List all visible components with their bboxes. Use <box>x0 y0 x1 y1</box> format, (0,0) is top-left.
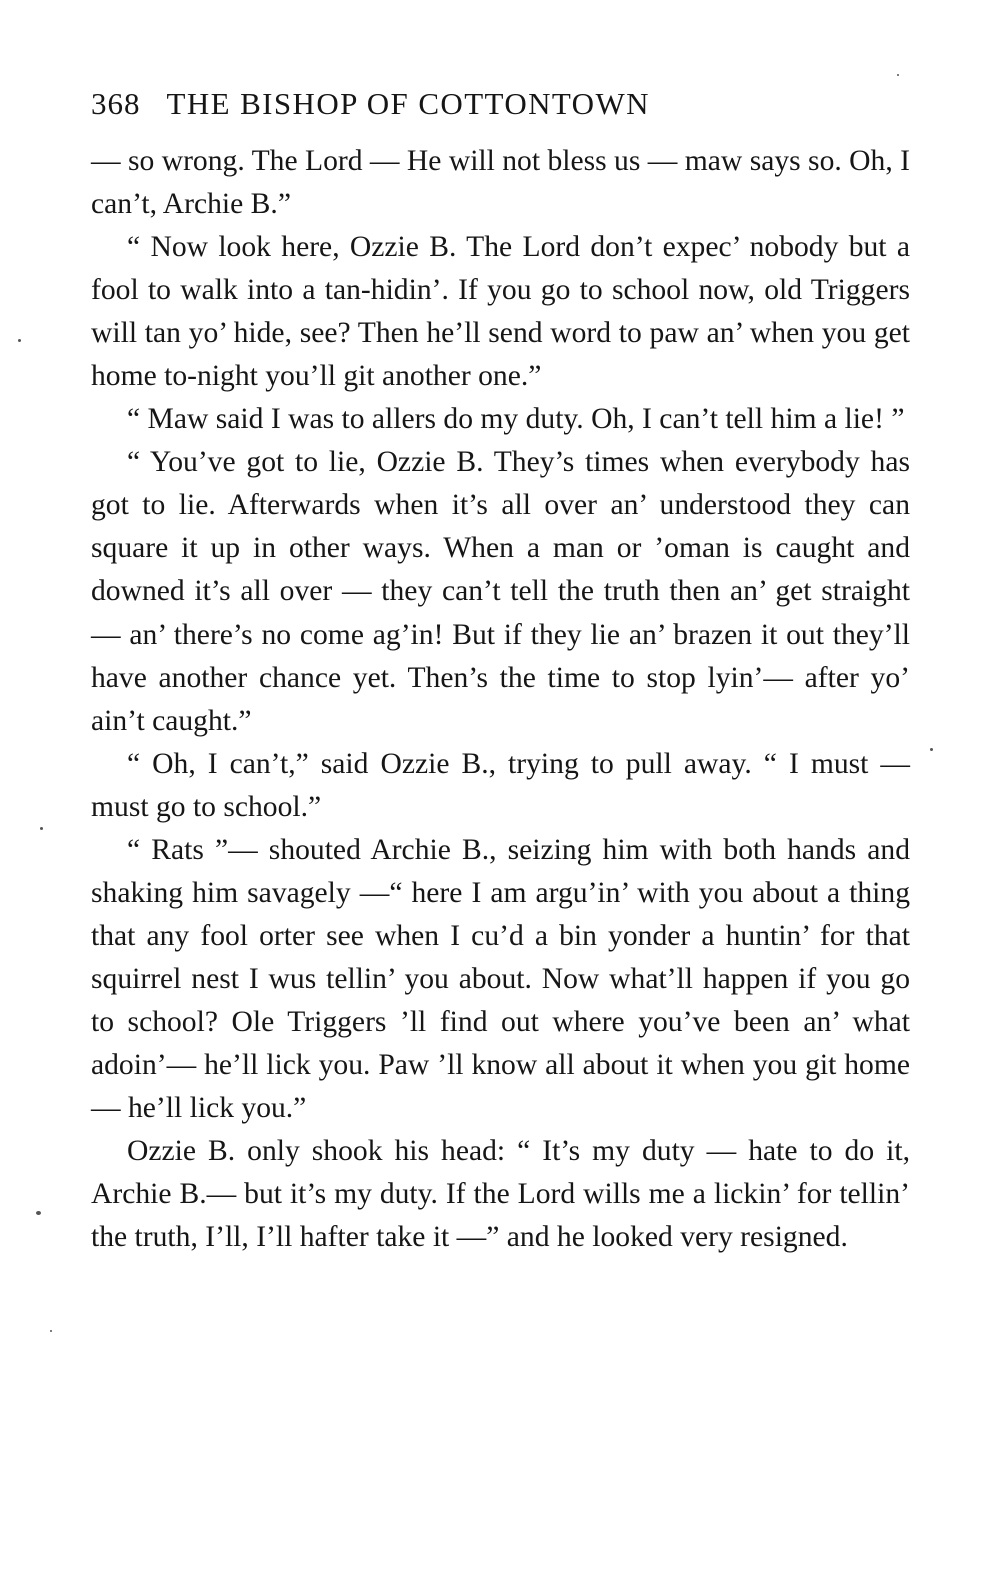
running-header <box>91 84 910 124</box>
paragraph: Ozzie B. only shook his head: “ It’s my duty — hate to do it, Archie B.— but it’s my duty. If the Lord wills me a lickin’ for tellin’ the truth, I’ll, I’ll hafter take it —” and he looked very resigned. <box>91 1135 910 1254</box>
paragraph: “ Maw said I was to allers do my duty. Oh, I can’t tell him a lie! ” <box>127 403 905 436</box>
scan-speck <box>36 1211 41 1215</box>
body-text <box>91 140 910 1259</box>
scan-speck <box>18 339 21 342</box>
scan-speck <box>50 1330 52 1332</box>
scan-speck <box>40 827 43 830</box>
paragraph: “ Rats ”— shouted Archie B., seizing him with both hands and shaking him savagely —“ here I am argu’in’ with you about a thing that any fool orter see when I cu’d a bin yonder a huntin’ for that squirrel nest I wus tellin’ you about. Now what’ll happen if you go to school? Ole Triggers ’ll find out where you’ve been an’ what adoin’— he’ll lick you. Paw ’ll know all about it when you git home — he’ll lick you.” <box>91 833 910 1125</box>
scan-speck <box>930 748 933 751</box>
paragraph: — so wrong. The Lord — He will not bless us — maw says so. Oh, I can’t, Archie B.” <box>91 145 910 221</box>
book-page <box>91 84 910 1259</box>
paragraph: “ Now look here, Ozzie B. The Lord don’t expec’ nobody but a fool to walk into a tan-hidin’. If you go to school now, old Triggers will tan yo’ hide, see? Then he’ll send word to paw an’ when you get home to-night you’ll git another one.” <box>91 231 910 393</box>
paragraph: “ Oh, I can’t,” said Ozzie B., trying to pull away. “ I must — must go to school.” <box>91 747 910 823</box>
paragraph: “ You’ve got to lie, Ozzie B. They’s times when everybody has got to lie. Afterwards when it’s all over an’ understood they can square it up in other ways. When a man or ’oman is caught and downed it’s all over — they can’t tell the truth then an’ get straight — an’ there’s no come ag’in! But if they lie an’ brazen it out they’ll have another chance yet. Then’s the time to stop lyin’— after yo’ ain’t caught.” <box>91 446 910 737</box>
scan-speck <box>897 74 899 76</box>
running-title: THE BISHOP OF COTTONTOWN <box>166 86 650 121</box>
page-number: 368 <box>91 86 141 121</box>
